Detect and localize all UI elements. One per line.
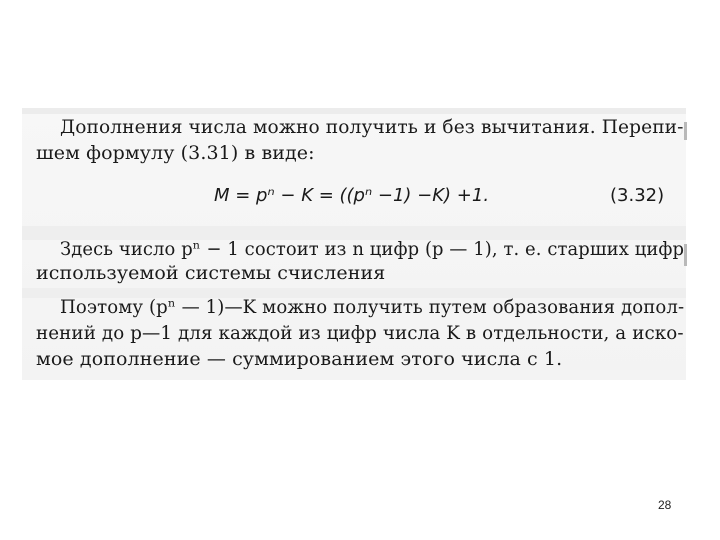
paragraph3-line3: мое дополнение — суммированием этого числа с 1. <box>36 348 563 370</box>
formula-number: (3.32) <box>610 185 665 206</box>
scan-edge-mark <box>684 122 687 140</box>
paragraph2-line2: используемой системы счисления <box>36 262 386 284</box>
scan-edge-mark <box>684 244 687 266</box>
paragraph1-line2: шем формулу (3.31) в виде: <box>36 142 315 164</box>
paragraph3-line2: нений до p—1 для каждой из цифр числа K в отдельности, а иско- <box>36 322 684 344</box>
scan-shade-top <box>22 108 686 114</box>
formula-expression: M = pⁿ − K = ((pⁿ −1) −K) +1. <box>214 185 490 206</box>
paragraph2-line1: Здесь число pⁿ − 1 состоит из n цифр (p — 1), т. е. старших цифр <box>60 238 685 260</box>
paragraph3-line1: Поэтому (pⁿ — 1)—K можно получить путем образования допол- <box>60 296 685 318</box>
page-number: 28 <box>658 498 672 512</box>
paragraph1-line1: Дополнения числа можно получить и без вычитания. Перепи- <box>60 116 684 138</box>
